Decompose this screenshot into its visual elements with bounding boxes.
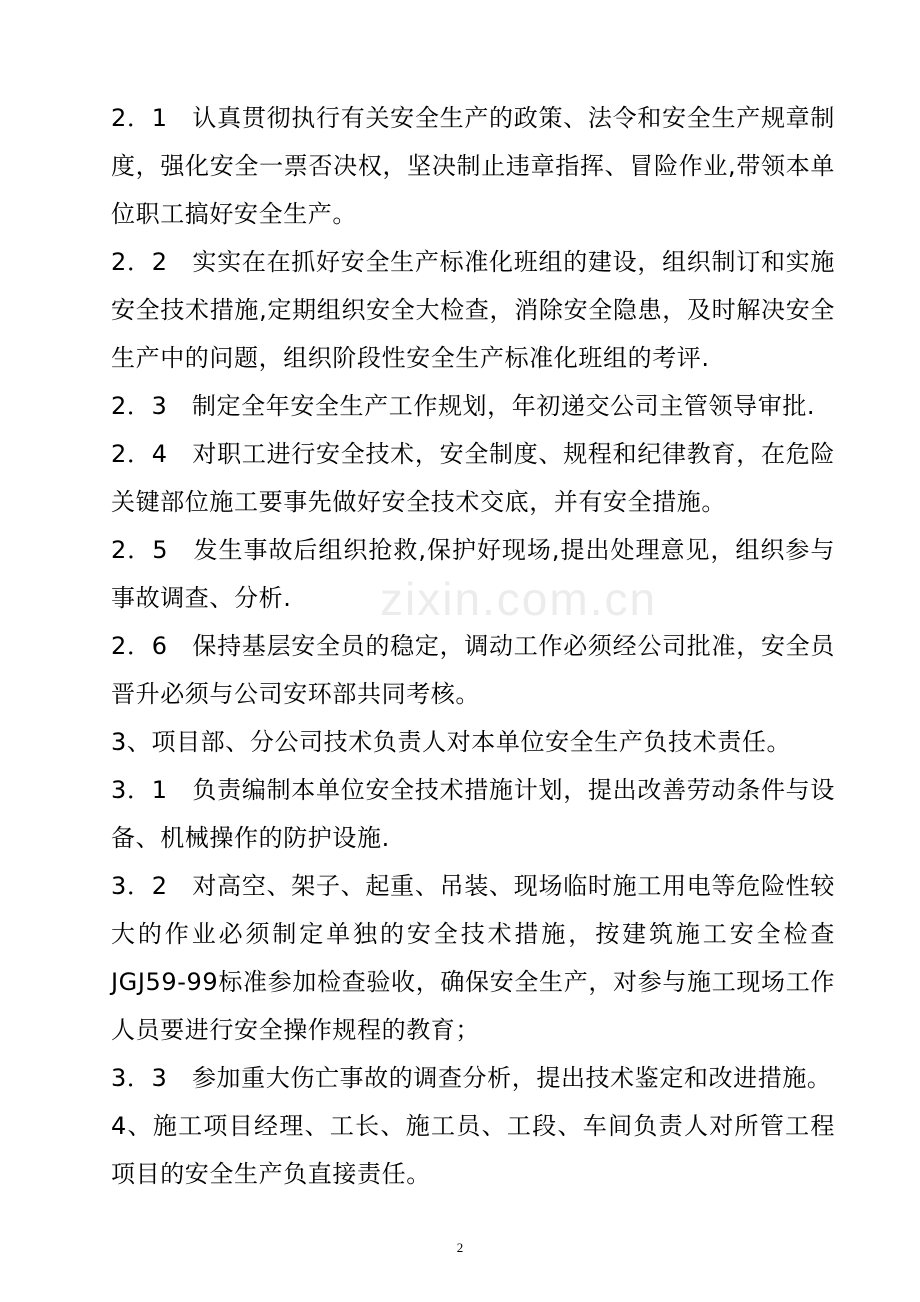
paragraph-2-3: 2．3 制定全年安全生产工作规划，年初递交公司主管领导审批. <box>111 392 816 420</box>
paragraph-3-2: 3．2 对高空、架子、起重、吊装、现场临时施工用电等危险性较大的作业必须制定单独的安全技术措施，按建筑施工安全检查JGJ59-99标准参加检查验收，确保安全生产，对参与施工现场工作人员要进行安全操作规程的教育； <box>111 872 835 1044</box>
paragraph-2-6: 2．6 保持基层安全员的稳定，调动工作必须经公司批准，安全员晋升必须与公司安环部共同考核。 <box>111 632 835 708</box>
paragraph-3-3: 3．3 参加重大伤亡事故的调查分析，提出技术鉴定和改进措施。 <box>111 1064 832 1092</box>
paragraph-2-1: 2．1 认真贯彻执行有关安全生产的政策、法令和安全生产规章制度，强化安全一票否决权，坚决制止违章指挥、冒险作业,带领本单位职工搞好安全生产。 <box>111 104 835 228</box>
paragraph-2-5: 2．5 发生事故后组织抢救,保护好现场,提出处理意见，组织参与事故调查、分析. <box>111 536 835 612</box>
paragraph-3: 3、项目部、分公司技术负责人对本单位安全生产负技术责任。 <box>111 728 792 756</box>
watermark: zixin.com.cn <box>380 573 658 625</box>
paragraph-3-1: 3．1 负责编制本单位安全技术措施计划，提出改善劳动条件与设备、机械操作的防护设施. <box>111 776 835 852</box>
paragraph-2-4: 2．4 对职工进行安全技术，安全制度、规程和纪律教育，在危险关键部位施工要事先做好安全技术交底，并有安全措施。 <box>111 440 835 516</box>
page-number: 2 <box>456 1240 464 1255</box>
body-text <box>111 94 835 1198</box>
paragraph-4: 4、施工项目经理、工长、施工员、工段、车间负责人对所管工程项目的安全生产负直接责任。 <box>111 1112 835 1188</box>
paragraph-2-2: 2．2 实实在在抓好安全生产标准化班组的建设，组织制订和实施安全技术措施,定期组织安全大检查，消除安全隐患，及时解决安全生产中的问题，组织阶段性安全生产标准化班组的考评. <box>111 248 835 372</box>
